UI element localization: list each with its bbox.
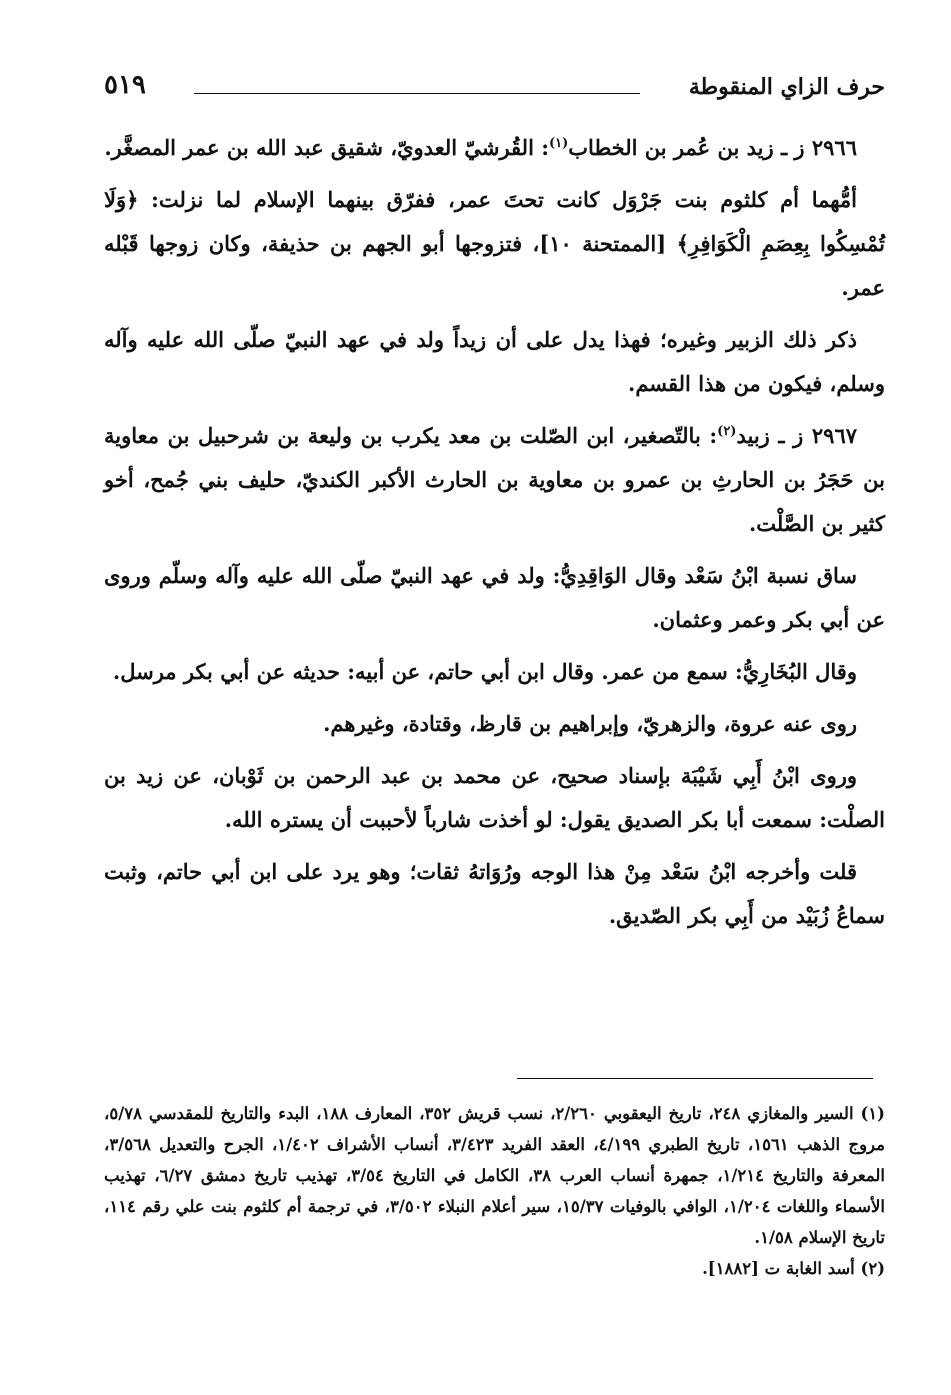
footnotes xyxy=(104,1098,885,1284)
entry-number: ٢٩٦٦ xyxy=(811,135,857,160)
paragraph: أمُّهما أم كلثوم بنت جَرْوَل كانت تحتَ عمر، ففرّق بينهما الإسلام لما نزلت: ﴿وَلَا تُمْسِكُوا بِعِصَمِ الْكَوَافِرِ﴾ [الممتحنة ١٠]، فتزوجها أبو الجهم بن حذيفة، وكان زوجها قَبْله عمر. xyxy=(104,187,885,300)
entry-text: : القُرشيّ العدويّ، شقيق عبد الله بن عمر المصغَّر. xyxy=(104,135,549,160)
footnote-ref: (٢) xyxy=(717,424,737,439)
header-rule xyxy=(194,93,640,94)
footnote-1: (١) السير والمغازي ٢٤٨، تاريخ اليعقوبي ٢/٢٦٠، نسب قريش ٣٥٢، المعارف ١٨٨، البدء والتاريخ للمقدسي ٥/٧٨، مروج الذهب ١٥٦١، تاريخ الطبري ٤/١٩٩، العقد الفريد ٣/٤٢٣، أنساب الأشراف ١/٤٠٢، الجرح والتعديل ٣/٥٦٨، المعرفة والتاريخ ١/٢١٤، جمهرة أنساب العرب ٣٨، الكامل في التاريخ ٣/٥٤، تهذيب تاريخ دمشق ٦/٢٧، تهذيب الأسماء واللغات ١/٢٠٤، الوافي بالوفيات ١٥/٣٧، سير أعلام النبلاء ٣/٥٠٢، في ترجمة أم كلثوم بنت علي رقم ١١٤، تاريخ الإسلام ١/٥٨. xyxy=(104,1104,886,1247)
entry-number: ٢٩٦٧ xyxy=(811,423,858,448)
paragraph: وروى ابْنُ أَبِي شَيْبَة بإسناد صحيح، عن محمد بن عبد الرحمن بن ثَوْبان، عن زيد بن الصلْت: سمعت أبا بكر الصديق يقول: لو أخذت شارباً لأحببت أن يستره الله. xyxy=(104,763,885,832)
footnote-2: (٢) أسد الغابة ت [١٨٨٢]. xyxy=(702,1259,885,1278)
footnote-separator xyxy=(517,1078,873,1079)
page-header xyxy=(104,70,885,110)
paragraph: ساق نسبة ابْنُ سَعْد وقال الوَاقِدِيُّ: ولد في عهد النبيّ صلّى الله عليه وآله وسلّم وروى عن أبي بكر وعمر وعثمان. xyxy=(104,563,885,632)
page-number: ٥١٩ xyxy=(104,70,146,100)
entry-name: ز ـ زيد بن عُمر بن الخطاب xyxy=(568,135,805,160)
entry-2966 xyxy=(104,126,885,170)
paragraph: قلت وأخرجه ابْنُ سَعْد مِنْ هذا الوجه ورُوَاتهُ ثقات؛ وهو يرد على ابن أبي حاتم، وثبت سماعُ زُبَيْد من أَبِي بكر الصّديق. xyxy=(104,859,885,928)
entry-text: : بالتّصغير، ابن الصّلت بن معد يكرب بن وليعة بن شرحبيل بن معاوية بن حَجَرُ بن الحارثِ بن عمرو بن معاوية بن الحارث الأكبر الكنديّ، حليف بني جُمح، أخو كثير بن الصَّلْت. xyxy=(104,423,885,536)
entry-name: ز ـ زبيد xyxy=(736,423,804,448)
main-text xyxy=(104,126,885,946)
entry-2967 xyxy=(104,414,885,546)
running-title: حرف الزاي المنقوطة xyxy=(688,74,885,100)
paragraph: وقال البُخَارِيُّ: سمع من عمر. وقال ابن أبي حاتم، عن أبيه: حديثه عن أبي بكر مرسل. xyxy=(112,659,857,684)
footnote-ref: (١) xyxy=(548,136,569,151)
paragraph: روى عنه عروة، والزهريّ، وإبراهيم بن قارظ، وقتادة، وغيرهم. xyxy=(323,711,857,736)
paragraph: ذكر ذلك الزبير وغيره؛ فهذا يدل على أن زيداً ولد في عهد النبيّ صلّى الله عليه وآله وسلم، فيكون من هذا القسم. xyxy=(104,327,885,396)
